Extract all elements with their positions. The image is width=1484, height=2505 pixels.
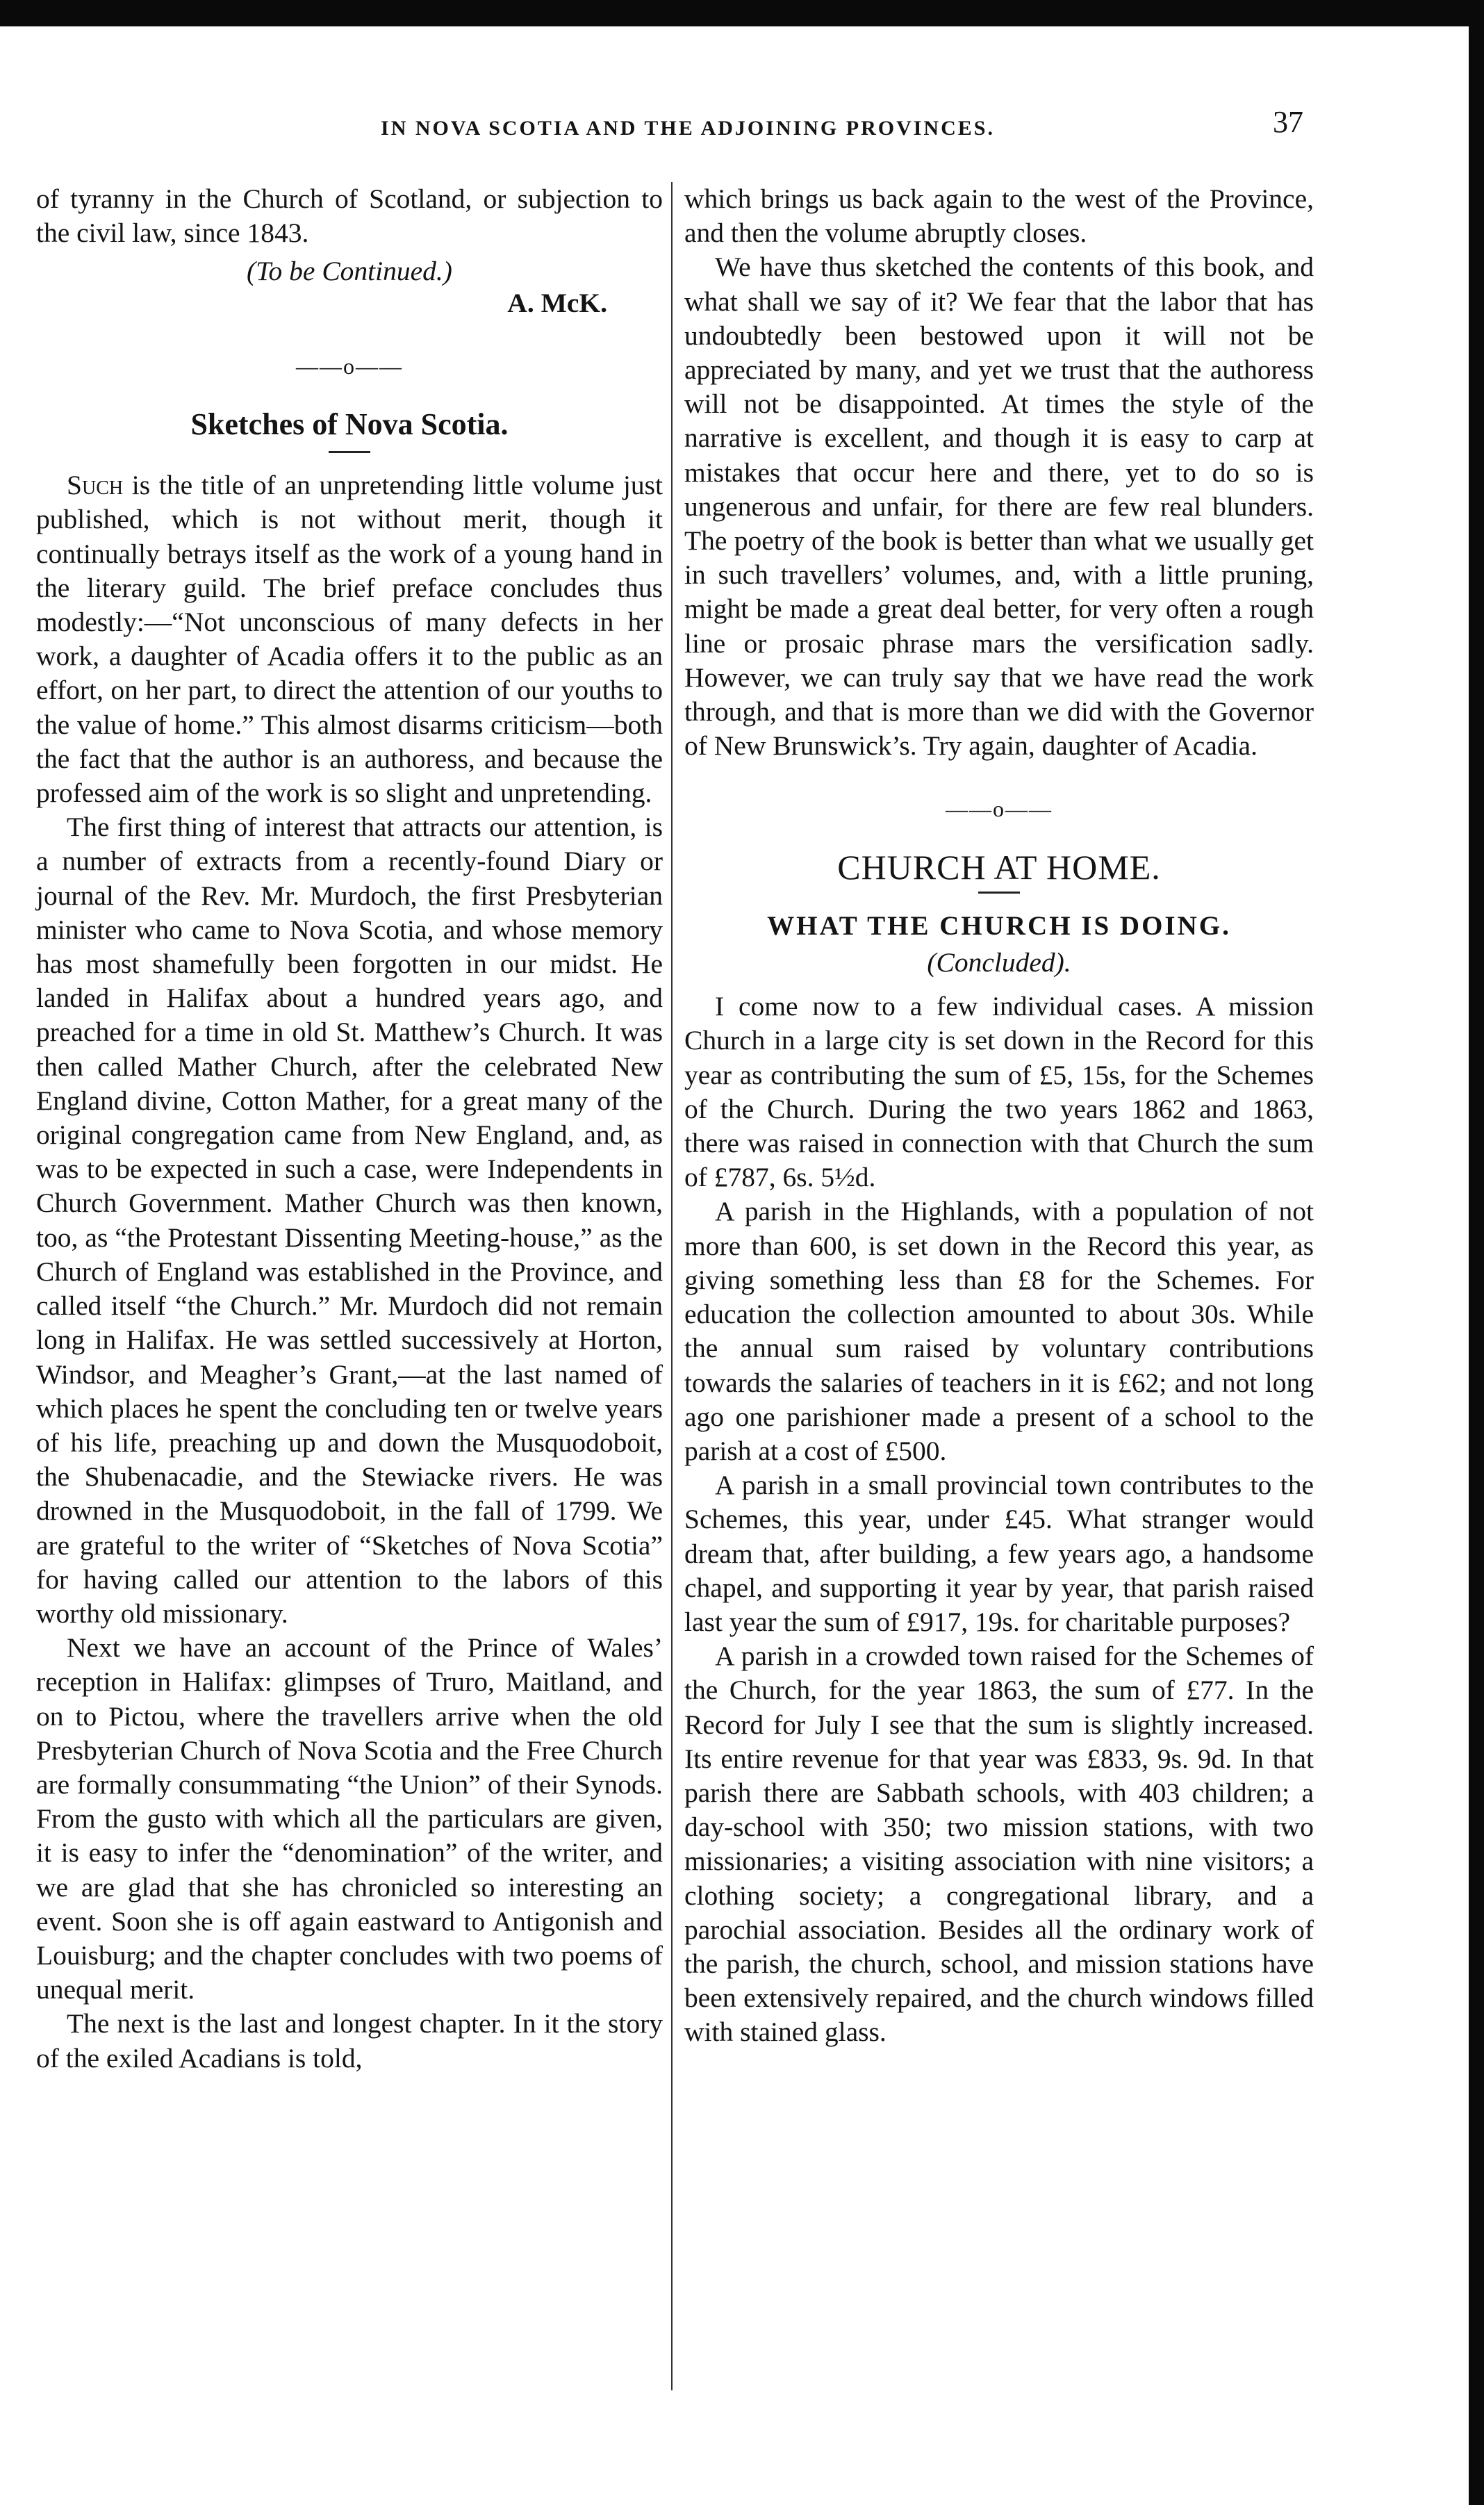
concluded-note: (Concluded). (927, 947, 1071, 978)
paragraph: A parish in a small provincial town contributes to the Schemes, this year, under £45. What stranger would dream that, after building, a few years ago, a handsome chapel, and supporting it year by year, that parish raised last year the sum of £917, 19s. for charitable purposes? (684, 1470, 1314, 1637)
paragraph: The next is the last and longest chapter. In it the story of the exiled Acadians is told, (36, 2008, 663, 2073)
right-column (684, 182, 1314, 2050)
section-separator: ——o—— (296, 353, 403, 379)
continued-paragraph: which brings us back again to the west of the Province, and then the volume abruptly closes. (684, 183, 1314, 249)
section-title-sketches: Sketches of Nova Scotia. (190, 407, 509, 442)
section-separator: ——o—— (946, 796, 1053, 822)
section-title-church-at-home: CHURCH AT HOME. (837, 847, 1161, 887)
to-be-continued-note: (To be Continued.) (247, 256, 452, 287)
title-rule (978, 892, 1020, 894)
continued-paragraph: of tyranny in the Church of Scotland, or subjection to the civil law, since 1843. (36, 183, 663, 249)
subtitle-what-the-church-is-doing: WHAT THE CHURCH IS DOING. (767, 910, 1231, 941)
paragraph (36, 468, 663, 810)
paragraph: The first thing of interest that attracts our attention, is a number of extracts from a recently-found Diary or journal of the Rev. Mr. Murdoch, the first Presbyterian minister who came to Nova Scotia, and whose memory has most shamefully been forgotten in our midst. He landed in Halifax about a hundred years ago, and preached for a time in old St. Matthew’s Church. It was then called Mather Church, after the celebrated New England divine, Cotton Mather, for a great many of the original congregation came from New England, and, as was to be expected in such a case, were Independents in Church Government. Mather Church was then known, too, as “the Protestant Dissenting Meeting-house,” as the Church of England was established in the Province, and called itself “the Church.” Mr. Murdoch did not remain long in Halifax. He was settled successively at Horton, Windsor, and Meagher’s Grant,—at the last named of which places he spent the concluding ten or twelve years of his life, preaching up and down the Musquodoboit, the Shubenacadie, and the Stewiacke rivers. He was drowned in the Musquodoboit, in the fall of 1799. We are grateful to the writer of “Sketches of Nova Scotia” for having called our attention to the labors of this worthy old missionary. (36, 812, 663, 1629)
paragraph-text: is the title of an unpretending little volume just published, which is not without merit, though it continually betrays itself as the work of a young hand in the literary guild. The brief preface concludes thus modestly:—“Not unconscious of many defects in her work, a daughter of Acadia offers it to the public as an effort, on her part, to direct the attention of our youths to the value of home.” This almost disarms criticism—both the fact that the author is an authoress, and because the professed aim of the work is so slight and unpretending. (36, 470, 663, 809)
paragraph: Next we have an account of the Prince of Wales’ reception in Halifax: glimpses of Truro, Maitland, and on to Pictou, where the travellers arrive when the old Presbyterian Church of Nova Scotia and the Free Church are formally consummating “the Union” of their Synods. From the gusto with which all the particulars are given, it is easy to infer the “denomination” of the writer, and we are glad that she has chronicled so interesting an event. Soon she is off again eastward to Antigonish and Louisburg; and the chapter concludes with two poems of unequal merit. (36, 1632, 663, 2005)
page-number: 37 (1273, 105, 1303, 139)
lead-word: Such (67, 470, 124, 501)
top-scan-border (0, 0, 1484, 26)
title-rule (329, 451, 370, 453)
paragraph: A parish in the Highlands, with a population of not more than 600, is set down in the Record this year, as giving something less than £8 for the Schemes. For education the collection amounted to about 30s. While the annual sum raised by voluntary contributions towards the salaries of teachers in it is £62; and not long ago one parishioner made a present of a school to the parish at a cost of £500. (684, 1196, 1314, 1466)
paragraph: I come now to a few individual cases. A mission Church in a large city is set down in the Record for this year as contributing the sum of £5, 15s, for the Schemes of the Church. During the two years 1862 and 1863, there was raised in connection with that Church the sum of £787, 6s. 5½d. (684, 991, 1314, 1193)
paragraph: We have thus sketched the contents of this book, and what shall we say of it? We fear that the labor that has undoubtedly been bestowed upon it will not be appreciated by many, and yet we trust that the authoress will not be disappointed. At times the style of the narrative is excellent, and though it is easy to carp at mistakes that occur here and there, yet to do so is ungenerous and unfair, for there are few real blunders. The poetry of the book is better than what we usually get in such travellers’ volumes, and, with a little pruning, might be made a great deal better, for very often a rough line or prosaic phrase mars the versification sadly. However, we can truly say that we have read the work through, and that is more than we did with the Governor of New Brunswick’s. Try again, daughter of Acadia. (684, 252, 1314, 762)
running-head: IN NOVA SCOTIA AND THE ADJOINING PROVINCES. (381, 117, 995, 140)
right-scan-border (1469, 0, 1484, 2505)
left-column (36, 182, 663, 2076)
column-rule (671, 182, 673, 2390)
paragraph: A parish in a crowded town raised for the Schemes of the Church, for the year 1863, the sum of £77. In the Record for July I see that the sum is slightly increased. Its entire revenue for that year was £833, 9s. 9d. In that parish there are Sabbath schools, with 403 children; a day-school with 350; two mission stations, with two missionaries; a visiting association with nine visitors; a clothing society; a congregational library, and a parochial association. Besides all the ordinary work of the parish, the church, school, and mission stations have been extensively repaired, and the church windows filled with stained glass. (684, 1641, 1314, 2048)
author-signature: A. McK. (507, 287, 607, 318)
